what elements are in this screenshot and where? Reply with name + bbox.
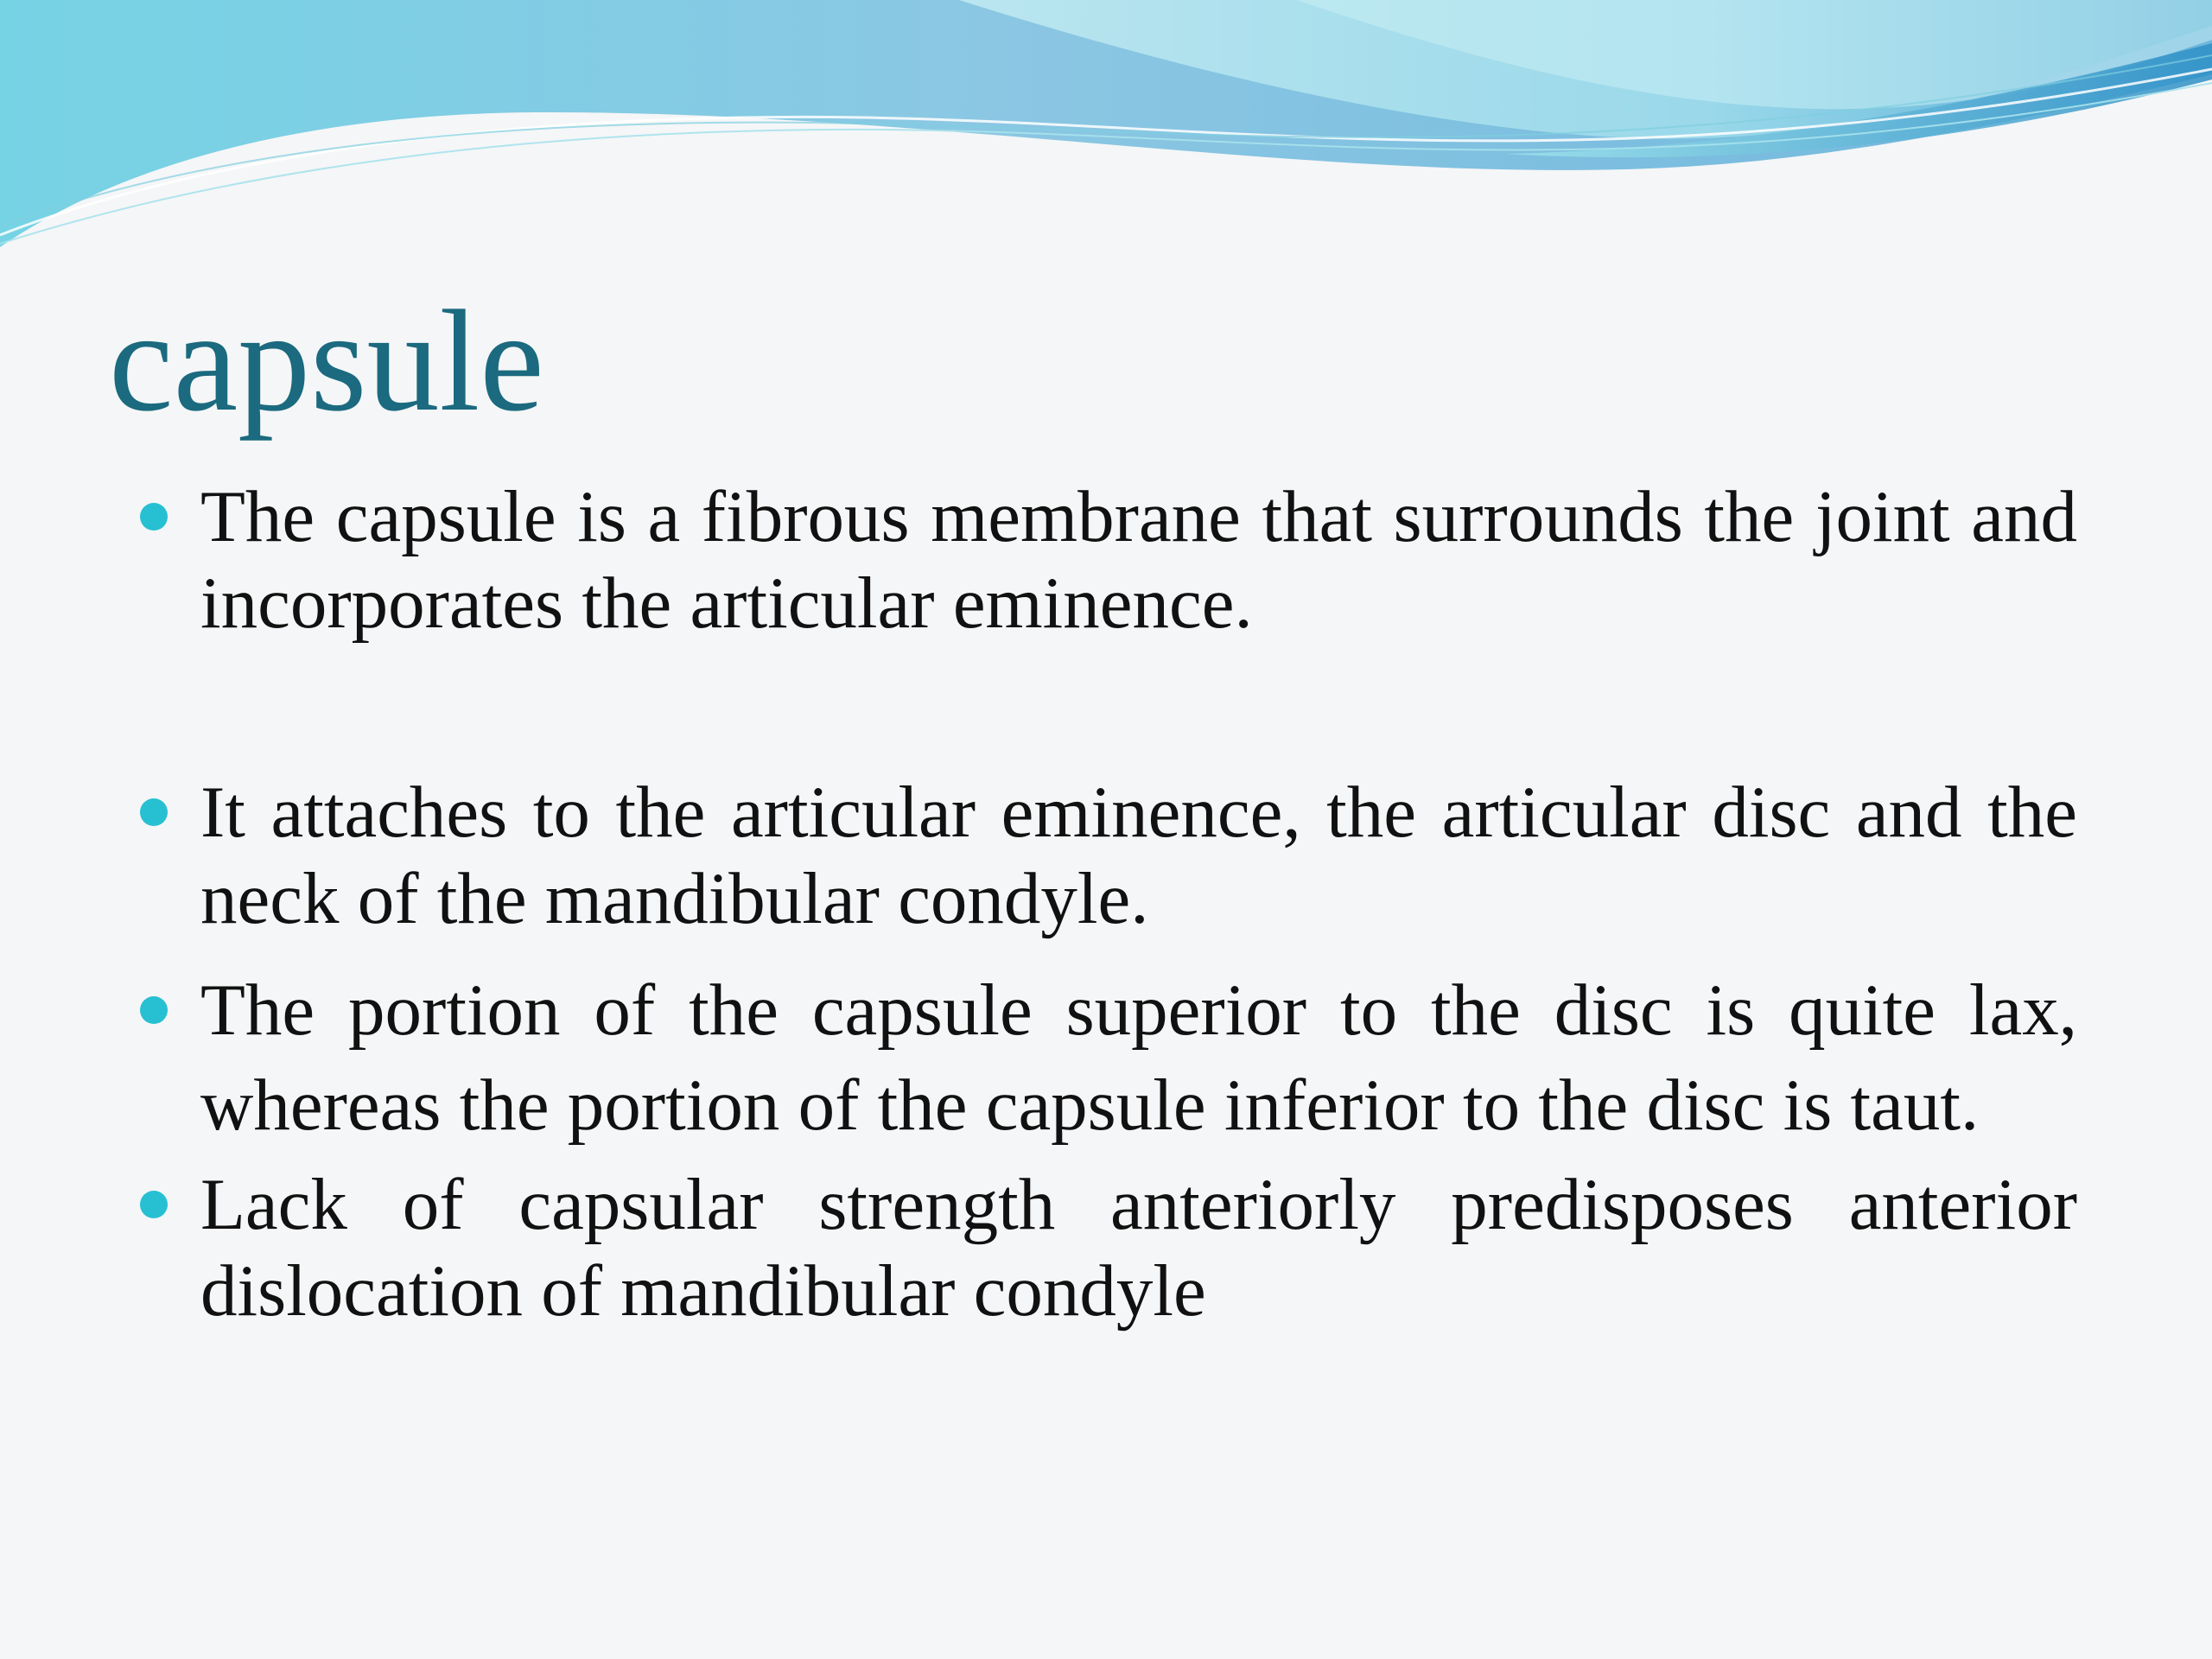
header-wave-decoration: [0, 0, 2212, 276]
bullet-item: [200, 1161, 2077, 1334]
bullet-dot-icon: [140, 1191, 168, 1218]
bullet-item: [200, 769, 2077, 942]
bullet-list: [200, 474, 2077, 1334]
bullet-text: It attaches to the articular eminence, the articular disc and the neck of the mandibular condyle.: [200, 772, 2077, 939]
bullet-dot-icon: [140, 503, 168, 531]
bullet-item: [200, 963, 2077, 1153]
bullet-item: [200, 474, 2077, 646]
slide-title: capsule: [109, 281, 544, 442]
bullet-text: The portion of the capsule superior to the disc is quite lax, whereas the portion of the capsule inferior to the disc is taut.: [200, 969, 2077, 1146]
bullet-dot-icon: [140, 798, 168, 826]
bullet-text: Lack of capsular strength anteriorly predisposes anterior dislocation of mandibular condyle: [200, 1164, 2077, 1332]
bullet-dot-icon: [140, 996, 168, 1024]
bullet-text: The capsule is a fibrous membrane that surrounds the joint and incorporates the articular eminence.: [200, 476, 2077, 644]
